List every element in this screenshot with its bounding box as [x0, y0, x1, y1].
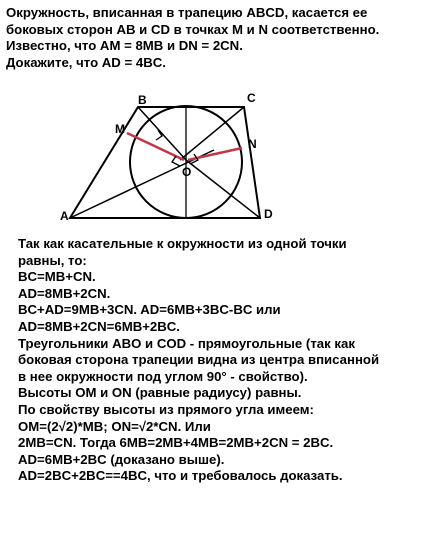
- solution-line: Треугольники ABO и COD - прямоугольные (так как: [18, 335, 355, 351]
- problem-line: боковых сторон AB и CD в точках M и N соответственно.: [6, 21, 380, 37]
- solution-line: равны, то:: [18, 252, 87, 268]
- label-n: N: [248, 137, 257, 151]
- solution-line: AD=8MB+2CN.: [18, 285, 111, 301]
- trapezoid-outline: [70, 107, 260, 218]
- solution-text: [18, 236, 418, 485]
- solution-line: Так как касательные к окружности из одной точки: [18, 236, 347, 251]
- solution-line: AD=8MB+2CN=6MB+2BC.: [18, 318, 180, 334]
- solution-line: в нее окружности под углом 90° - свойство).: [18, 368, 308, 384]
- solution-line: BC=MB+CN.: [18, 269, 96, 285]
- solution-line: BC+AD=9MB+3CN. AD=6MB+3BC-BC или: [18, 302, 281, 318]
- solution-line: По свойству высоты из прямого угла имеем:: [18, 401, 314, 417]
- label-c: C: [247, 91, 256, 105]
- label-d: D: [264, 207, 273, 221]
- segment-do: [186, 160, 260, 218]
- label-a: A: [60, 209, 69, 223]
- problem-line: Докажите, что AD = 4BC.: [6, 54, 166, 70]
- solution-line: AD=6MB+2BC (доказано выше).: [18, 451, 225, 467]
- label-b: B: [138, 93, 147, 107]
- solution-line: 2MB=CN. Тогда 6MB=2MB+4MB=2MB+2CN = 2BC.: [18, 435, 334, 451]
- solution-line: AD=2BC+2BC==4BC, что и требовалось доказать.: [18, 468, 343, 484]
- solution-line: боковая сторона трапеции видна из центра вписанной: [18, 352, 380, 368]
- problem-statement: [6, 5, 418, 71]
- trapezoid-figure: [0, 88, 423, 238]
- solution-line: Высоты OM и ON (равные радиусу) равны.: [18, 385, 302, 401]
- label-o: O: [182, 165, 192, 179]
- segment-bo: [138, 107, 186, 160]
- label-m: M: [115, 122, 125, 136]
- solution-line: OM=(2√2)*MB; ON=√2*CN. Или: [18, 418, 211, 434]
- problem-line: Известно, что AM = 8MB и DN = 2CN.: [6, 38, 243, 53]
- problem-line: Окружность, вписанная в трапецию ABCD, касается ее: [6, 5, 368, 20]
